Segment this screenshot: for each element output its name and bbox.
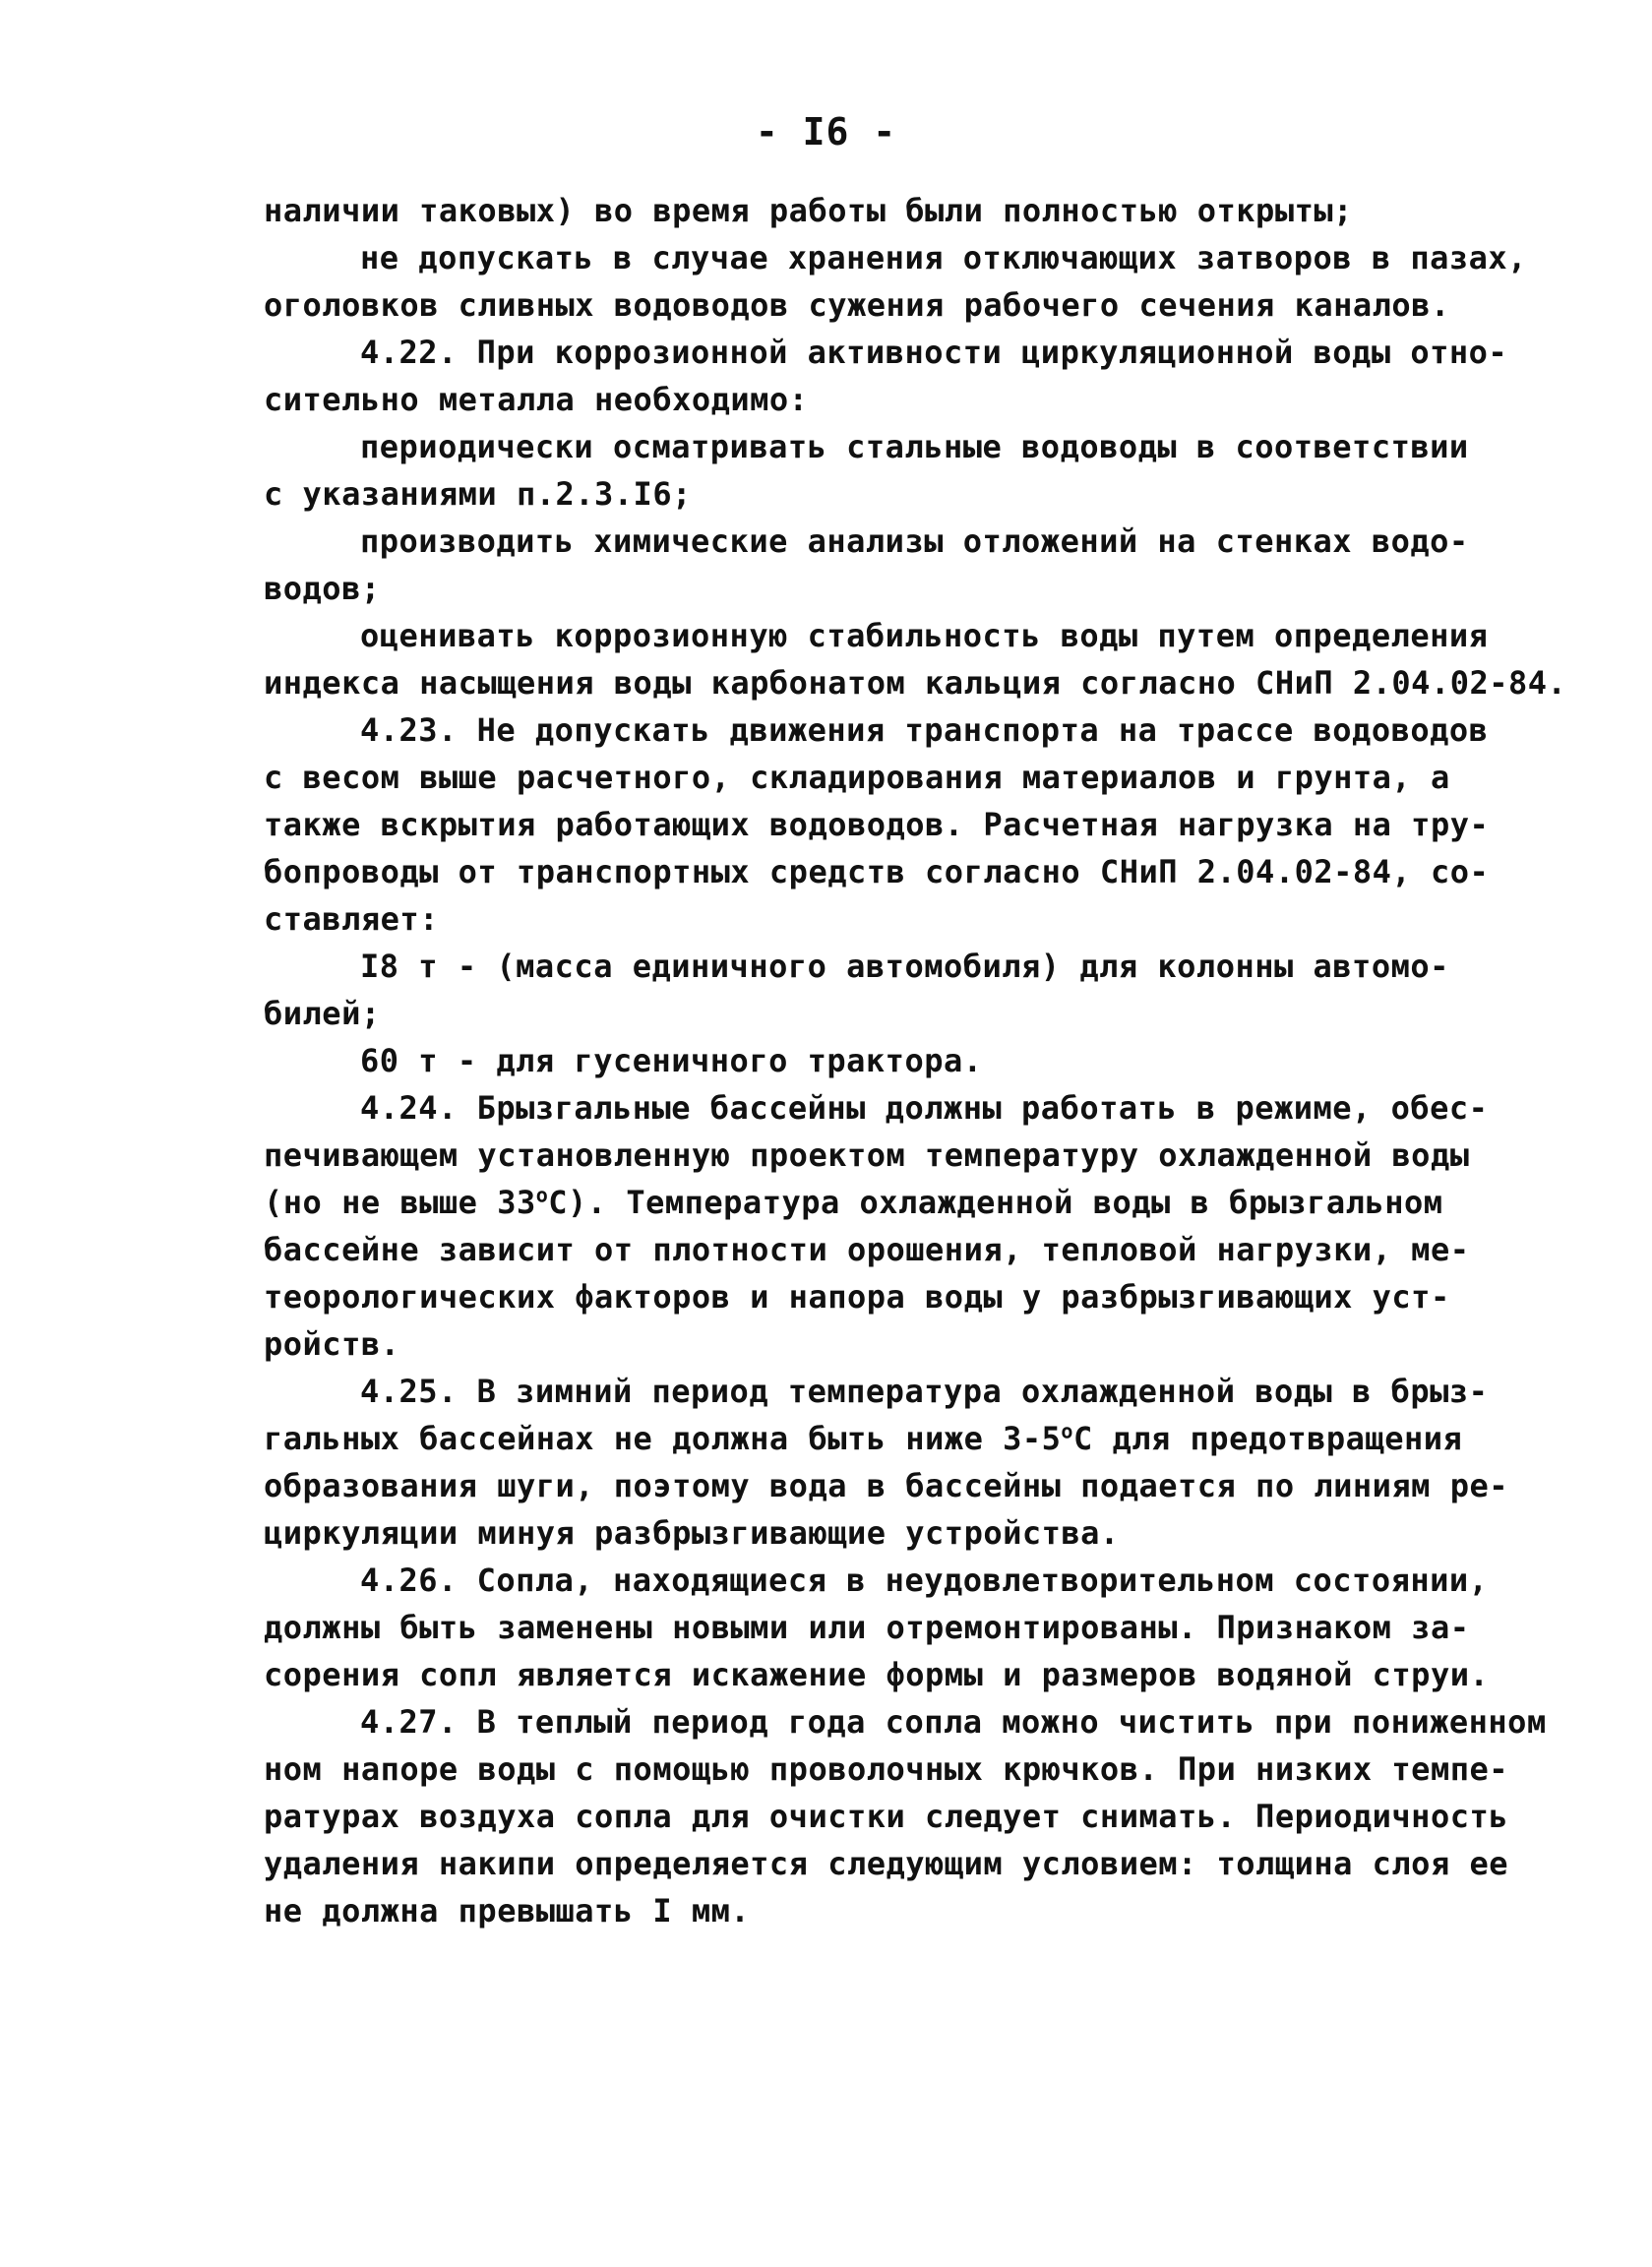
text-line: не допускать в случае хранения отключающих затворов в пазах, (360, 239, 1527, 276)
text-line: 4.23. Не допускать движения транспорта на трассе водоводов (360, 711, 1489, 749)
text-segment: гальных бассейнах не должна быть ниже 3-5 (264, 1420, 1062, 1457)
text-line: теорологических факторов и напора воды у разбрызгивающих уст- (264, 1278, 1450, 1316)
page-number: - I6 - (755, 110, 897, 153)
text-line: оценивать коррозионную стабильность воды путем определения (360, 617, 1489, 654)
text-line: оголовков сливных водоводов сужения рабочего сечения каналов. (264, 286, 1450, 324)
text-segment: С для предотвращения (1072, 1420, 1463, 1457)
text-line: ройств. (264, 1325, 400, 1363)
text-line: удаления накипи определяется следующим условием: толщина слоя ее (264, 1845, 1508, 1882)
text-segment: С). Температура охлажденной воды в брызгальном (548, 1184, 1443, 1221)
text-line: ставляет: (264, 900, 439, 938)
text-line: ном напоре воды с помощью проволочных крючков. При низких темпе- (264, 1750, 1508, 1788)
text-line: бопроводы от транспортных средств согласно СНиП 2.04.02-84, со- (264, 853, 1490, 890)
text-line: водов; (264, 570, 381, 607)
body-text (264, 187, 1572, 1934)
text-line: производить химические анализы отложений на стенках водо- (360, 522, 1469, 560)
text-line: 4.24. Брызгальные бассейны должны работать в режиме, обес- (360, 1089, 1489, 1127)
text-line: 4.26. Сопла, находящиеся в неудовлетворительном состоянии, (360, 1562, 1489, 1599)
text-line: 4.22. При коррозионной активности циркуляционной воды отно- (360, 334, 1508, 371)
text-line: бассейне зависит от плотности орошения, тепловой нагрузки, ме- (264, 1231, 1470, 1268)
text-line (264, 1415, 1572, 1462)
text-line: билей; (264, 995, 381, 1032)
text-line: с весом выше расчетного, складирования материалов и грунта, а (264, 759, 1450, 796)
text-line: наличии таковых) во время работы были полностью открыты; (264, 192, 1353, 229)
text-line: должны быть заменены новыми или отремонтированы. Признаком за- (264, 1609, 1470, 1646)
degree-superscript: o (535, 1183, 549, 1207)
text-line: периодически осматривать стальные водоводы в соответствии (360, 428, 1469, 465)
text-line: печивающем установленную проектом температуру охлажденной воды (264, 1136, 1470, 1174)
text-line: индекса насыщения воды карбонатом кальция согласно СНиП 2.04.02-84. (264, 664, 1567, 702)
text-line: 4.25. В зимний период температура охлажденной воды в брыз- (360, 1373, 1489, 1410)
text-line: 4.27. В теплый период года сопла можно чистить при пониженном (360, 1703, 1547, 1741)
text-line: сорения сопл является искажение формы и размеров водяной струи. (264, 1656, 1490, 1693)
text-line: с указаниями п.2.3.I6; (264, 475, 692, 513)
text-line: не должна превышать I мм. (264, 1892, 751, 1930)
text-segment: (но не выше 33 (264, 1184, 536, 1221)
text-line: образования шуги, поэтому вода в бассейны подается по линиям ре- (264, 1467, 1508, 1504)
text-line (264, 1179, 1572, 1226)
text-line: циркуляции минуя разбрызгивающие устройства. (264, 1514, 1120, 1552)
degree-superscript: o (1061, 1419, 1073, 1443)
text-line: 60 т - для гусеничного трактора. (360, 1042, 983, 1079)
text-line: сительно металла необходимо: (264, 381, 809, 418)
text-line: также вскрытия работающих водоводов. Расчетная нагрузка на тру- (264, 806, 1490, 843)
text-line: ратурах воздуха сопла для очистки следует снимать. Периодичность (264, 1798, 1508, 1835)
text-line: I8 т - (масса единичного автомобиля) для колонны автомо- (360, 948, 1449, 985)
